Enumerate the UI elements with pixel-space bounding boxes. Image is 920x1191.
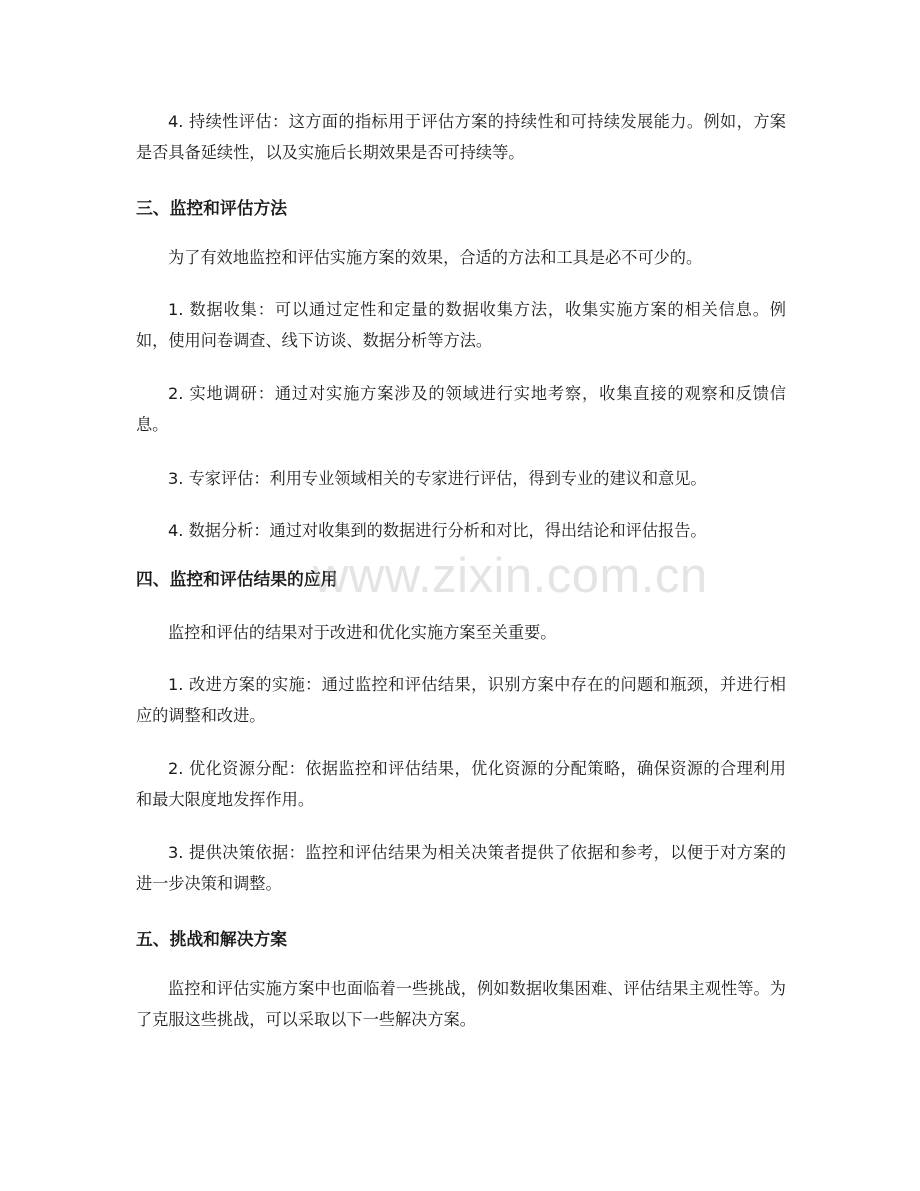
paragraph-optimize-resources: 2. 优化资源分配：依据监控和评估结果，优化资源的分配策略，确保资源的合理利用和最大限度地发挥作用。: [136, 759, 786, 809]
paragraph-data-collection: 1. 数据收集：可以通过定性和定量的数据收集方法，收集实施方案的相关信息。例如，使用问卷调查、线下访谈、数据分析等方法。: [136, 300, 786, 350]
paragraph-expert-evaluation: 3. 专家评估：利用专业领域相关的专家进行评估，得到专业的建议和意见。: [168, 469, 707, 488]
section-heading-methods: 三、监控和评估方法: [136, 198, 288, 218]
paragraph-challenges-intro: 监控和评估实施方案中也面临着一些挑战，例如数据收集困难、评估结果主观性等。为了克服这些挑战，可以采取以下一些解决方案。: [136, 979, 786, 1029]
paragraph-improve-implementation: 1. 改进方案的实施：通过监控和评估结果，识别方案中存在的问题和瓶颈，并进行相应的调整和改进。: [136, 675, 786, 725]
site-watermark: www.zixin.com.cn: [313, 549, 708, 603]
paragraph-data-analysis: 4. 数据分析：通过对收集到的数据进行分析和对比，得出结论和评估报告。: [168, 521, 707, 540]
section-heading-challenges: 五、挑战和解决方案: [136, 929, 288, 949]
section-heading-results-application: 四、监控和评估结果的应用: [136, 569, 338, 589]
paragraph-field-research: 2. 实地调研：通过对实施方案涉及的领域进行实地考察，收集直接的观察和反馈信息。: [136, 384, 786, 434]
paragraph-decision-basis: 3. 提供决策依据：监控和评估结果为相关决策者提供了依据和参考，以便于对方案的进一步决策和调整。: [136, 843, 786, 893]
paragraph-methods-intro: 为了有效地监控和评估实施方案的效果，合适的方法和工具是必不可少的。: [168, 248, 703, 267]
paragraph-sustainability-evaluation: 4. 持续性评估：这方面的指标用于评估方案的持续性和可持续发展能力。例如，方案是否具备延续性，以及实施后长期效果是否可持续等。: [136, 112, 786, 162]
paragraph-results-intro: 监控和评估的结果对于改进和优化实施方案至关重要。: [168, 623, 557, 642]
